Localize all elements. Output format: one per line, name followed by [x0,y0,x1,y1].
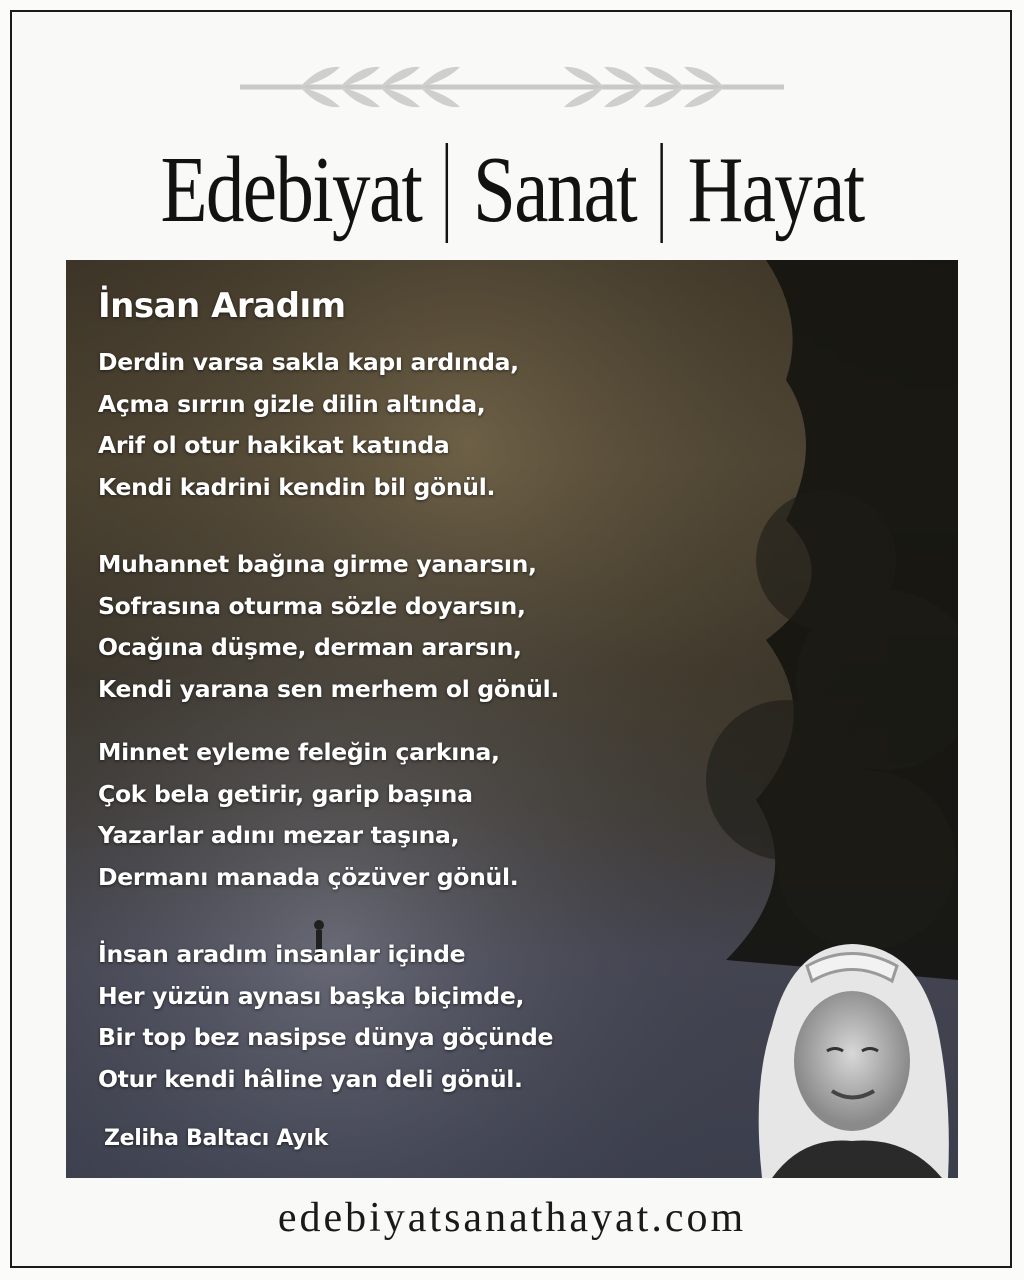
poem-line: Açma sırrın gizle dilin altında, [98,389,486,418]
poem-line: Derdin varsa sakla kapı ardında, [98,348,519,376]
stanza-2 [98,544,738,710]
stanza-3 [98,732,738,898]
poem-line: Dermanı manada çözüver gönül. [98,862,519,891]
poem-line: Otur kendi hâline yan deli gönül. [98,1064,523,1093]
poem-line: Kendi yarana sen merhem ol gönül. [98,674,559,703]
poem-line: Muhannet bağına girme yanarsın, [98,550,537,578]
poem-line: Sofrasına oturma sözle doyarsın, [98,591,526,620]
poem-line: Minnet eyleme feleğin çarkına, [98,738,500,766]
poem-line: Yazarlar adını mezar taşına, [98,821,460,849]
author-portrait [732,936,958,1178]
poem-author: Zeliha Baltacı Ayık [104,1126,328,1151]
poem-line: Ocağına düşme, derman ararsın, [98,633,522,661]
masthead-separator [661,143,663,243]
masthead-word-1: Edebiyat [160,138,422,242]
poem-line: Arif ol otur hakikat katında [98,431,450,459]
stanza-1 [98,342,738,508]
poem-line: Her yüzün aynası başka biçimde, [98,981,525,1010]
poem-line: İnsan aradım insanlar içinde [98,940,466,968]
masthead-word-2: Sanat [472,138,637,242]
stanza-4 [98,934,738,1100]
poem-panel [66,260,958,1178]
laurel-branch-icon [240,55,784,119]
poem-title: İnsan Aradım [98,286,346,326]
masthead-separator [446,143,448,243]
poem-line: Bir top bez nasipse dünya göçünde [98,1023,554,1051]
masthead-word-3: Hayat [687,138,864,242]
website-url: edebiyatsanathayat.com [277,1195,747,1241]
poem-line: Kendi kadrini kendin bil gönül. [98,472,496,501]
masthead-title [92,125,932,255]
poem-text [98,282,738,1136]
poem-line: Çok bela getirir, garip başına [98,779,473,808]
